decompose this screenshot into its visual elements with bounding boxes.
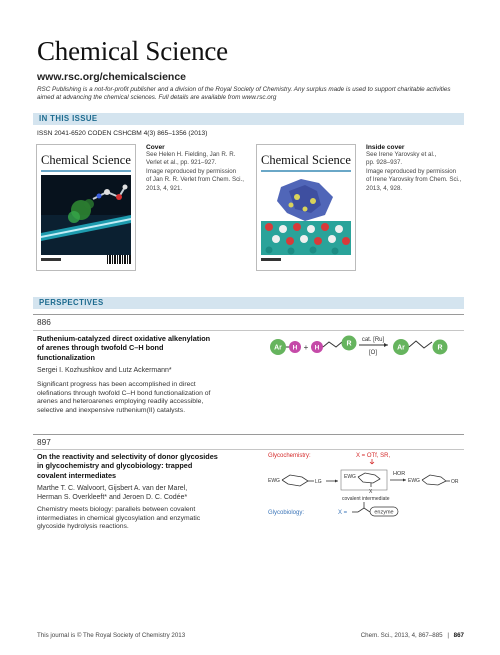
authors-line: Herman S. Overkleeft* and Jeroen D. C. Codée* (37, 494, 188, 501)
enzyme-label: enzyme (374, 509, 394, 516)
caption-heading: Cover (146, 144, 165, 151)
inside-cover-caption (366, 144, 466, 193)
alkenylation-scheme (268, 332, 464, 368)
caption-line: of Irene Yarovsky from Chem. Sci., (366, 176, 462, 184)
footer-citation-text: Chem. Sci., 2013, 4, 867–885 (360, 632, 443, 639)
caption-line: pp. 928–937. (366, 159, 403, 167)
issn-line: ISSN 2041-6520 CODEN CSHCBM 4(3) 865–1356 (2013) (37, 130, 208, 137)
article-authors: Sergei I. Kozhushkov and Lutz Ackermann* (37, 367, 172, 374)
caption-line: 2013, 4, 921. (146, 184, 183, 192)
h-label: H (314, 344, 320, 352)
caption-line: Image reproduced by permission (366, 167, 457, 175)
footer-separator: | (447, 632, 449, 639)
or-label: OR (451, 479, 459, 485)
sugar-ring (358, 473, 380, 483)
article-divider (33, 314, 464, 315)
caption-line: Verlet et al., pp. 921–927. (146, 159, 217, 167)
cover-stripe (261, 170, 351, 172)
publisher-logo (41, 258, 61, 261)
article-abstract (37, 381, 269, 415)
r-label: R (437, 344, 443, 352)
r-label: R (346, 340, 352, 348)
footer-page-number: 867 (453, 632, 464, 639)
article-title[interactable] (37, 334, 269, 362)
title-line: functionalization (37, 352, 95, 362)
sugar-ring (282, 475, 308, 486)
cover-caption (146, 144, 246, 193)
intermediate-label: covalent intermediate (342, 496, 390, 502)
article-abstract (37, 506, 269, 532)
title-line: of arenes through twofold C–H bond (37, 343, 164, 353)
caption-line: of Jan R. R. Verlet from Chem. Sci., (146, 176, 244, 184)
x-label: X (369, 489, 373, 495)
article-divider (33, 434, 464, 435)
footer-copyright: This journal is © The Royal Society of Chemistry 2013 (37, 632, 186, 639)
x-definition: X = OTf, SR, (356, 453, 391, 459)
cover-title: Chemical Science (261, 153, 351, 167)
oxidant-label: [O] (368, 350, 378, 356)
journal-url[interactable]: www.rsc.org/chemicalscience (37, 71, 187, 83)
section-perspectives: PERSPECTIVES (33, 297, 464, 309)
hor-label: HOR (393, 471, 406, 477)
abstract-line: arenes and heteroarenes employing readily accessible, (37, 398, 204, 406)
ewg-label: EWG (344, 474, 356, 480)
lg-label: LG (315, 479, 322, 485)
glycoside-scheme (266, 448, 464, 528)
inside-cover-image[interactable] (256, 144, 356, 271)
caption-heading: Inside cover (366, 144, 405, 151)
ewg-label: EWG (268, 478, 280, 484)
glycochemistry-label: Glycochemistry: (268, 453, 311, 459)
catalyst-label: cat. [Ru] (361, 337, 385, 343)
h-label: H (292, 344, 298, 352)
cover-stripe (41, 170, 131, 172)
glycobiology-label: Glycobiology: (268, 510, 305, 516)
cover-artwork (41, 175, 131, 255)
publisher-note: RSC Publishing is a not-for-profit publisher and a division of the Royal Society of Chemistry. Any surplus made is used to support charitable activities aimed at advancing the chemical sciences. Full details are available from www.rsc.org (37, 86, 451, 101)
ar-label: Ar (397, 344, 405, 352)
abstract-line: Significant progress has been accomplished in direct (37, 381, 196, 388)
article-title[interactable] (37, 452, 269, 480)
title-line: covalent intermediates (37, 470, 117, 480)
title-line: Ruthenium-catalyzed direct oxidative alkenylation (37, 334, 211, 343)
abstract-line: Chemistry meets biology: parallels between covalent (37, 506, 196, 513)
caption-line: See Irene Yarovsky et al., (366, 151, 437, 158)
sugar-ring (422, 475, 446, 485)
cover-title: Chemical Science (41, 153, 131, 167)
x-equals-label: X = (338, 510, 348, 516)
caption-line: Image reproduced by permission (146, 167, 237, 175)
plus-sign: + (303, 343, 309, 352)
barcode (107, 255, 131, 264)
abstract-line: olefinations through twofold C–H bond functionalization of (37, 389, 211, 397)
abstract-line: selective and inexpensive ruthenium(II) catalysts. (37, 406, 186, 414)
article-authors (37, 484, 269, 502)
authors-line: Marthe T. C. Walvoort, Gijsbert A. van der Marel, (37, 485, 188, 492)
ar-label: Ar (274, 344, 282, 352)
intermediate-bracket (341, 470, 387, 490)
article-page-number: 886 (37, 317, 51, 327)
ewg-label: EWG (408, 478, 420, 484)
cover-image[interactable] (36, 144, 136, 271)
title-line: in glycochemistry and glycobiology: trapped (37, 461, 193, 471)
caption-line: See Helen H. Fielding, Jan R. R. (146, 151, 236, 158)
cover-artwork (261, 175, 351, 255)
abstract-line: glycoside hydrolysis reactions. (37, 523, 129, 531)
title-line: On the reactivity and selectivity of donor glycosides (37, 452, 218, 461)
article-page-number: 897 (37, 437, 51, 447)
section-in-this-issue: IN THIS ISSUE (33, 113, 464, 125)
article-divider (33, 330, 464, 331)
caption-line: 2013, 4, 928. (366, 184, 403, 192)
footer-citation (340, 632, 464, 639)
journal-title: Chemical Science (37, 36, 228, 66)
publisher-logo (261, 258, 281, 261)
abstract-line: intermediates in chemical glycosylation and enzymatic (37, 514, 201, 522)
